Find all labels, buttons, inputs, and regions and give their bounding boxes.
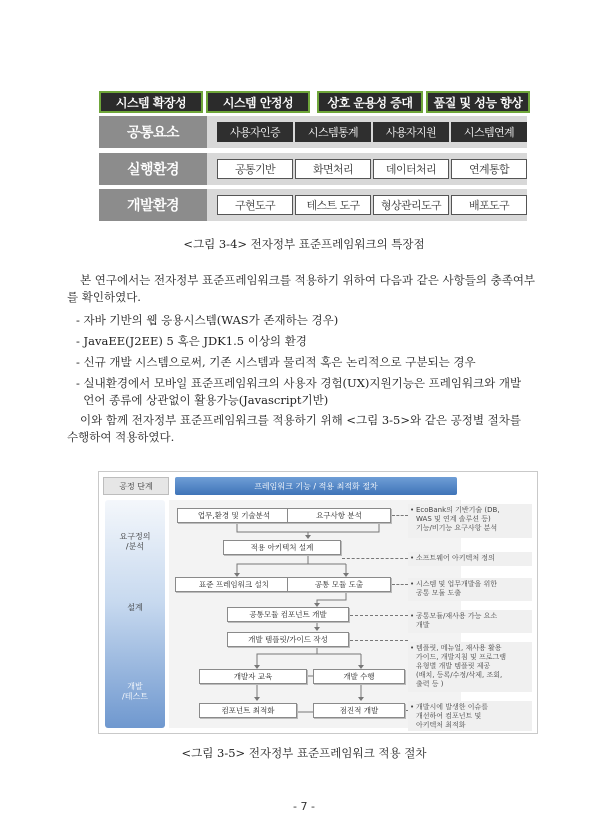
process-business-analysis: 업무,환경 및 기술분석 (177, 508, 291, 523)
note-component (408, 610, 532, 633)
phase-column-header: 공정 단계 (103, 477, 169, 495)
procedure-column-header: 프레임워크 기능 / 적용 최적화 절차 (175, 477, 457, 495)
page-number: - 7 - (293, 800, 315, 813)
row-common (99, 116, 527, 148)
bullet-item-continued: 언어 종류에 상관없이 활용가능(Javascript기반) (76, 393, 329, 407)
process-template-guide: 개발 템플릿/가이드 작성 (227, 632, 349, 647)
process-common-module: 공통 모듈 도출 (287, 577, 391, 592)
process-framework-install: 표준 프레임워크 설치 (175, 577, 293, 592)
feature-box-scalability: 시스템 확장성 (99, 91, 203, 113)
note-line: • 시스템 및 업무개발을 위한 (416, 580, 498, 588)
row-label: 실행환경 (99, 153, 207, 185)
process-component-dev: 공통모듈 컴포넌트 개발 (227, 607, 349, 622)
cell: 구현도구 (217, 195, 293, 215)
cell: 데이터처리 (373, 159, 449, 179)
note-line: 개선하여 컴포넌트 및 (416, 712, 482, 720)
note-link (392, 515, 408, 516)
note-line: • 템플릿, 메뉴얼, 재사용 활용 (416, 644, 502, 652)
process-incremental-dev: 점진적 개발 (313, 703, 405, 718)
process-architecture-design: 적용 아키텍처 설계 (223, 540, 341, 555)
bullet-item: - 실내환경에서 모바일 표준프레임워크의 사용자 경험(UX)지원기능은 프레임워크와 개발 (76, 376, 522, 390)
note-line: (배치, 등록/수정/삭제, 조회, (416, 671, 503, 679)
note-line: 개발 (416, 621, 430, 629)
bullet-item: - 자바 기반의 웹 응용시스템(WAS가 존재하는 경우) (76, 313, 339, 327)
note-line: WAS 및 연계 솔루션 등) (416, 515, 491, 523)
cell: 연계통합 (451, 159, 527, 179)
cell: 사용자지원 (373, 122, 449, 142)
note-line: 공통 모듈 도출 (416, 589, 462, 597)
cell: 시스템연계 (451, 122, 527, 142)
feature-box-quality: 품질 및 성능 향상 (426, 91, 530, 113)
note-line: 출력 등 ) (416, 680, 444, 688)
cell: 테스트 도구 (295, 195, 371, 215)
note-line: • 소프트웨어 아키텍처 정의 (416, 554, 495, 562)
paragraph-1-line-1: 본 연구에서는 전자정부 표준프레임워크를 적용하기 위하여 다음과 같은 사항들의 충족여부 (80, 273, 536, 287)
phase-design: 설계 (127, 603, 143, 612)
note-link (350, 640, 408, 641)
bullet-item: - 신규 개발 시스템으로써, 기존 시스템과 물리적 혹은 논리적으로 구분되는 경우 (76, 355, 476, 369)
process-development: 개발 수행 (313, 669, 405, 684)
bullet-item: - JavaEE(J2EE) 5 혹은 JDK1.5 이상의 환경 (76, 334, 307, 348)
feature-box-stability: 시스템 안정성 (206, 91, 310, 113)
note-link (342, 558, 408, 559)
phase-development: 개발 /테스트 (122, 682, 148, 701)
row-devenv (99, 189, 527, 221)
process-developer-training: 개발자 교육 (199, 669, 307, 684)
note-optimization (408, 701, 532, 731)
figure-3-5 (98, 471, 538, 734)
note-line: 기능/비기능 요구사항 분석 (416, 524, 498, 532)
note-link (350, 615, 408, 616)
cell: 시스템통계 (295, 122, 371, 142)
figure-3-4-caption: <그림 3-4> 전자정부 표준프레임워크의 특장점 (183, 237, 425, 251)
note-line: 가이드, 개발지침 및 프로그램 (416, 653, 507, 661)
note-template (408, 642, 532, 692)
cell: 형상관리도구 (373, 195, 449, 215)
cell: 사용자인증 (217, 122, 293, 142)
paragraph-2-line-1: 이와 함께 전자정부 표준프레임워크를 적용하기 위해 <그림 3-5>와 같은 공정별 절차를 (80, 413, 521, 427)
cell: 화면처리 (295, 159, 371, 179)
cell: 공통기반 (217, 159, 293, 179)
figure-3-4 (95, 87, 532, 225)
paragraph-2-line-2: 수행하여 적용하였다. (67, 430, 175, 444)
figure-3-5-caption: <그림 3-5> 전자정부 표준프레임워크 적용 절차 (181, 746, 427, 760)
note-line: • EcoBank의 기반기술 (DB, (416, 506, 500, 514)
row-runtime (99, 153, 527, 185)
row-label: 개발환경 (99, 189, 207, 221)
paragraph-1-line-2: 를 확인하였다. (67, 290, 141, 304)
phase-requirements: 요구정의 /분석 (119, 532, 151, 551)
note-line: 아키텍처 최적화 (416, 721, 466, 729)
note-line: • 개발시에 발생한 이슈를 (416, 703, 489, 711)
process-component-optimization: 컴포넌트 최적화 (199, 703, 297, 718)
note-line: 유형별 개발 템플릿 제공 (416, 662, 491, 670)
process-requirements-analysis: 요구사항 분석 (287, 508, 391, 523)
cell: 배포도구 (451, 195, 527, 215)
note-common-module (408, 578, 532, 601)
note-architecture (408, 552, 532, 566)
row-label: 공통요소 (99, 116, 207, 148)
note-requirements (408, 504, 532, 538)
note-link (392, 584, 408, 585)
note-line: • 공통모듈/재사용 가능 요소 (416, 612, 498, 620)
feature-box-interoperability: 상호 운용성 증대 (317, 91, 423, 113)
